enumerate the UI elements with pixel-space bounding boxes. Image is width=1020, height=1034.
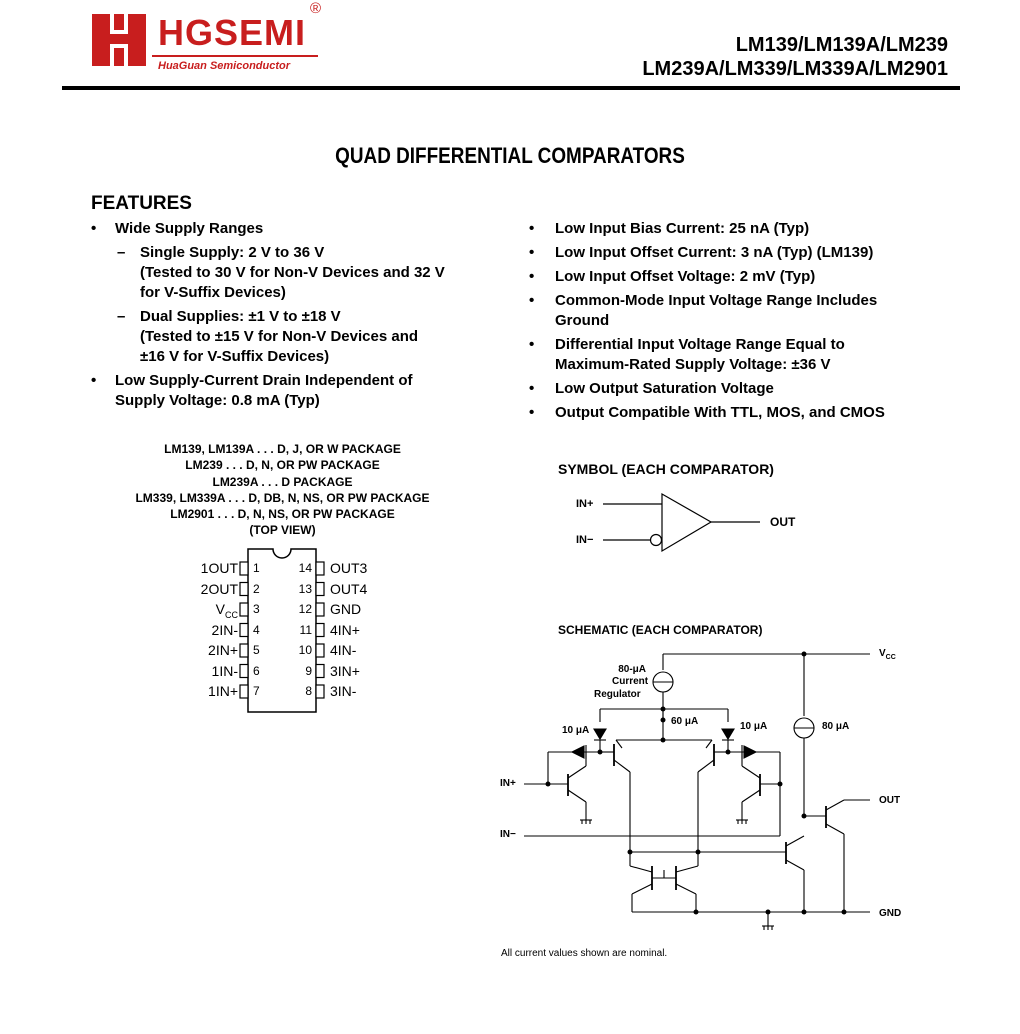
pin-name-right: 4IN-: [330, 642, 357, 658]
current-regulator-label: [612, 664, 649, 688]
page-title: QUAD DIFFERENTIAL COMPARATORS: [335, 143, 685, 168]
pin-number-right: 14: [298, 561, 312, 575]
reg-line: 80-μA: [618, 664, 646, 675]
registered-mark: ®: [310, 0, 322, 17]
feature-subitem-cont: ±16 V for V-Suffix Devices): [140, 348, 330, 365]
feature-item-cont: Ground: [555, 312, 610, 329]
junction-dots: [546, 652, 850, 915]
feature-item: Low Input Bias Current: 25 nA (Typ): [555, 220, 810, 237]
current-10ua-right-label: 10 μA: [740, 721, 768, 732]
symbol-out-label: OUT: [770, 515, 796, 529]
diode-in-right-icon: [744, 746, 756, 758]
diode-in-left-icon: [572, 746, 584, 758]
feature-item-cont: Supply Voltage: 0.8 mA (Typ): [115, 392, 320, 409]
bullet-icon: •: [529, 336, 535, 353]
part-line-2: LM239A/LM339/LM339A/LM2901: [642, 58, 948, 80]
schematic-heading: SCHEMATIC (EACH COMPARATOR): [558, 623, 763, 637]
pin-name-left: 1IN+: [208, 683, 238, 699]
current-80ua-label: 80 μA: [822, 721, 850, 732]
pin-number-left: 1: [253, 561, 260, 575]
bullet-icon: •: [529, 292, 535, 309]
feature-item: Common-Mode Input Voltage Range Includes: [555, 292, 878, 309]
schematic-gnd-label: GND: [879, 908, 902, 919]
feature-subitem-cont: for V-Suffix Devices): [140, 284, 286, 301]
bullet-icon: •: [529, 404, 535, 421]
feature-subitem: Dual Supplies: ±1 V to ±18 V: [140, 308, 341, 325]
pin-number-right: 9: [305, 663, 312, 678]
package-line: LM339, LM339A . . . D, DB, N, NS, OR PW PACKAGE: [135, 490, 430, 505]
pin-number-right: 8: [305, 684, 312, 698]
dash-icon: –: [117, 244, 126, 261]
feature-item-cont: Maximum-Rated Supply Voltage: ±36 V: [555, 356, 831, 373]
schematic-vcc-label: $V_{CC}$: [879, 648, 896, 661]
pin-name-left: $V_{CC}$: [215, 601, 238, 620]
part-line-1: LM139/LM139A/LM239: [735, 34, 948, 56]
feature-item: Wide Supply Ranges: [115, 220, 264, 237]
diode-left-icon: [594, 729, 606, 739]
bullet-icon: •: [529, 220, 535, 237]
feature-subitem-cont: (Tested to 30 V for Non-V Devices and 32 V: [140, 264, 445, 281]
feature-item: Differential Input Voltage Range Equal to: [555, 336, 845, 353]
pin-name-right: 3IN-: [330, 683, 357, 699]
current-10ua-left-label: 10 μA: [562, 725, 590, 736]
feature-item: Low Supply-Current Drain Independent of: [115, 372, 413, 389]
pin-number-left: 7: [253, 684, 260, 698]
pin-name-right: 3IN+: [330, 662, 360, 679]
pin-name-left: 2IN+: [208, 642, 238, 658]
schematic-out-label: OUT: [879, 795, 901, 806]
pin-number-left: 2: [253, 581, 260, 596]
pin-number-left: 5: [253, 643, 260, 657]
diode-right-icon: [722, 729, 734, 739]
pin-number-right: 11: [299, 622, 312, 637]
bullet-icon: •: [529, 244, 535, 261]
current-regulator-label-3: Regulator: [594, 689, 641, 700]
schematic-in-minus-label: IN−: [500, 829, 516, 840]
dash-icon: –: [117, 308, 126, 325]
pin-number-right: 13: [298, 581, 312, 596]
pin-name-right: OUT3: [330, 560, 368, 576]
pin-number-left: 4: [253, 622, 260, 637]
pin-name-left: 1OUT: [200, 560, 238, 576]
package-line: LM239 . . . D, N, OR PW PACKAGE: [185, 458, 380, 473]
bullet-icon: •: [529, 380, 535, 397]
bullet-icon: •: [529, 268, 535, 285]
current-60ua-label: 60 μA: [671, 716, 699, 727]
pin-name-right: 4IN+: [330, 621, 360, 638]
bullet-icon: •: [91, 372, 97, 389]
package-line: LM2901 . . . D, N, NS, OR PW PACKAGE: [170, 507, 395, 522]
pin-number-right: 12: [298, 602, 312, 616]
pin-name-right: OUT4: [330, 580, 368, 597]
brand-name: HGSEMI: [158, 12, 307, 53]
reg-line: Current: [612, 676, 649, 687]
symbol-in-plus-label: IN+: [576, 498, 594, 510]
pin-name-right: GND: [330, 601, 362, 617]
pin-number-right: 10: [298, 643, 312, 657]
bullet-icon: •: [91, 220, 97, 237]
schematic-in-plus-label: IN+: [500, 778, 516, 789]
brand-tagline: HuaGuan Semiconductor: [158, 60, 291, 72]
package-line: LM139, LM139A . . . D, J, OR W PACKAGE: [164, 442, 401, 456]
package-line: LM239A . . . D PACKAGE: [212, 474, 353, 489]
features-heading: FEATURES: [91, 193, 192, 214]
pin-name-left: 1IN-: [211, 662, 238, 679]
feature-item: Output Compatible With TTL, MOS, and CMOS: [555, 404, 885, 421]
feature-item: Low Input Offset Current: 3 nA (Typ) (LM139): [555, 244, 874, 261]
schematic-note: All current values shown are nominal.: [501, 948, 668, 959]
feature-subitem-cont: (Tested to ±15 V for Non-V Devices and: [140, 328, 419, 345]
pin-name-left: 2OUT: [200, 580, 238, 597]
symbol-in-minus-label: IN−: [576, 534, 594, 546]
symbol-heading: SYMBOL (EACH COMPARATOR): [558, 461, 774, 477]
package-line: (TOP VIEW): [249, 523, 316, 538]
feature-subitem: Single Supply: 2 V to 36 V: [140, 244, 325, 261]
pin-number-left: 3: [253, 602, 260, 616]
feature-item: Low Output Saturation Voltage: [555, 380, 774, 397]
pin-name-left: 2IN-: [211, 621, 238, 638]
pin-number-left: 6: [253, 663, 260, 678]
feature-item: Low Input Offset Voltage: 2 mV (Typ): [555, 268, 816, 285]
